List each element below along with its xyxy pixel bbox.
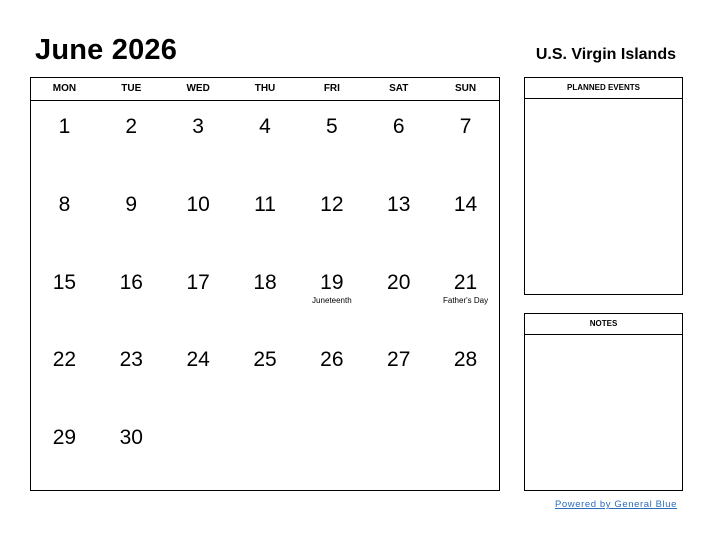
day-cell bbox=[432, 257, 499, 335]
day-cell bbox=[232, 412, 299, 490]
day-number: 9 bbox=[125, 192, 138, 216]
day-cell bbox=[165, 334, 232, 412]
day-number: 27 bbox=[387, 348, 411, 372]
day-number: 19 bbox=[320, 270, 344, 294]
day-cell bbox=[98, 179, 165, 257]
day-cell bbox=[365, 257, 432, 335]
day-number: 3 bbox=[192, 115, 204, 138]
weekday-sun: SUN bbox=[455, 83, 477, 94]
day-number: 5 bbox=[326, 115, 338, 138]
day-cell bbox=[98, 101, 165, 179]
day-number: 18 bbox=[253, 270, 277, 294]
day-number: 25 bbox=[253, 348, 277, 372]
day-cell bbox=[432, 412, 499, 490]
day-number: 20 bbox=[387, 270, 411, 294]
day-number: 12 bbox=[320, 192, 344, 216]
day-cell bbox=[232, 101, 299, 179]
planned-events-box bbox=[524, 77, 683, 295]
day-cell bbox=[165, 179, 232, 257]
powered-by-link[interactable]: Powered by General Blue bbox=[554, 499, 677, 510]
day-number: 6 bbox=[392, 115, 405, 138]
day-cell bbox=[365, 101, 432, 179]
weekday-thu: THU bbox=[254, 83, 276, 94]
day-cell bbox=[232, 179, 299, 257]
day-cell bbox=[98, 334, 165, 412]
day-cell bbox=[31, 257, 98, 335]
day-number: 26 bbox=[320, 348, 344, 372]
day-cell bbox=[98, 257, 165, 335]
month-calendar bbox=[30, 77, 500, 491]
day-cell bbox=[31, 101, 98, 179]
day-cell bbox=[31, 334, 98, 412]
planned-events-heading: PLANNED EVENTS bbox=[525, 78, 682, 99]
weekday-fri: FRI bbox=[323, 83, 340, 94]
holiday-label: Juneteenth bbox=[312, 295, 352, 305]
day-number: 11 bbox=[254, 192, 276, 216]
weekday-mon: MON bbox=[52, 83, 77, 94]
day-number: 16 bbox=[119, 270, 143, 294]
weekday-wed: WED bbox=[186, 83, 210, 94]
weekday-tue: TUE bbox=[121, 83, 142, 94]
day-cell bbox=[232, 334, 299, 412]
day-cell bbox=[365, 412, 432, 490]
day-number: 23 bbox=[119, 348, 143, 372]
day-cell bbox=[365, 334, 432, 412]
day-number: 4 bbox=[259, 115, 271, 138]
day-cell bbox=[31, 412, 98, 490]
weekday-sat: SAT bbox=[389, 83, 409, 94]
day-cell bbox=[298, 257, 365, 335]
day-number: 7 bbox=[459, 115, 472, 138]
day-cell bbox=[232, 257, 299, 335]
day-cell bbox=[432, 334, 499, 412]
day-cell bbox=[298, 101, 365, 179]
day-cell bbox=[165, 412, 232, 490]
day-number: 24 bbox=[186, 348, 210, 372]
day-number: 30 bbox=[119, 426, 143, 450]
day-number: 21 bbox=[453, 270, 478, 294]
day-number: 15 bbox=[52, 270, 77, 294]
day-cell bbox=[98, 412, 165, 490]
notes-heading: NOTES bbox=[525, 314, 682, 335]
day-cell bbox=[165, 101, 232, 179]
day-cell bbox=[165, 257, 232, 335]
weekday-header bbox=[31, 78, 499, 101]
day-grid bbox=[31, 101, 499, 490]
day-cell bbox=[298, 412, 365, 490]
holiday-label: Father's Day bbox=[443, 295, 489, 305]
region-label: U.S. Virgin Islands bbox=[535, 46, 676, 63]
day-number: 8 bbox=[58, 192, 71, 216]
day-cell bbox=[432, 101, 499, 179]
day-cell bbox=[298, 334, 365, 412]
day-number: 17 bbox=[186, 270, 210, 294]
day-cell bbox=[365, 179, 432, 257]
page-title: June 2026 bbox=[35, 34, 178, 66]
day-cell bbox=[432, 179, 499, 257]
day-number: 1 bbox=[58, 115, 71, 138]
day-number: 28 bbox=[453, 348, 478, 372]
day-number: 10 bbox=[186, 192, 210, 216]
day-number: 29 bbox=[52, 426, 77, 450]
day-cell bbox=[31, 179, 98, 257]
notes-box bbox=[524, 313, 683, 491]
day-number: 14 bbox=[453, 192, 478, 216]
day-number: 2 bbox=[125, 115, 138, 138]
day-number: 22 bbox=[52, 348, 77, 372]
day-cell bbox=[298, 179, 365, 257]
day-number: 13 bbox=[387, 192, 411, 216]
